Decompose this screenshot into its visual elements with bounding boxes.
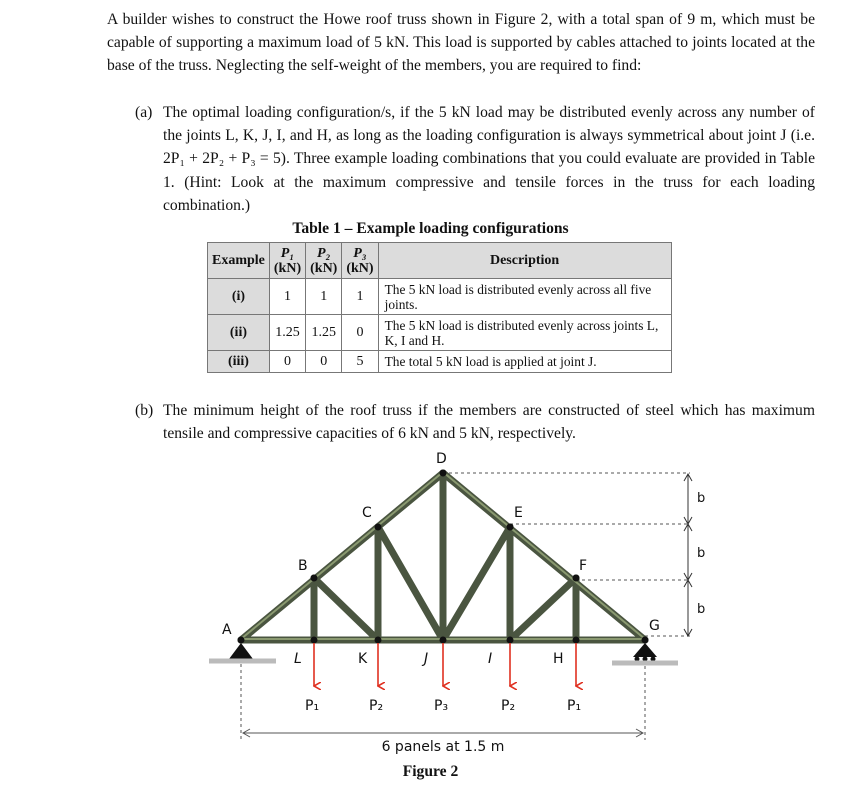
row-example: (i) — [208, 279, 270, 315]
member-BK — [314, 578, 378, 640]
member-FI — [510, 578, 576, 640]
joint-E — [507, 524, 514, 531]
height-label-top: b — [697, 491, 706, 506]
row-description: The total 5 kN load is applied at joint J. — [378, 351, 671, 373]
joint-L — [311, 637, 318, 644]
span-label: 6 panels at 1.5 m — [381, 739, 505, 755]
header-p2: P₂ (kN) — [306, 243, 342, 279]
header-p3: P₃ (kN) — [342, 243, 378, 279]
member-EJ — [443, 527, 510, 640]
joint-K — [375, 637, 382, 644]
truss-members — [241, 473, 645, 640]
label-K: K — [358, 651, 368, 667]
label-J: J — [424, 651, 429, 667]
label-F: F — [579, 558, 588, 574]
table-caption: Table 1 – Example loading configurations — [292, 220, 569, 237]
header-p1: P₁ (kN) — [269, 243, 305, 279]
label-L: L — [294, 651, 302, 667]
load-label-P1-right: P₁ — [567, 698, 582, 714]
label-H: H — [553, 651, 564, 667]
label-D: D — [436, 451, 447, 467]
row-description: The 5 kN load is distributed evenly across joints L, K, I and H. — [378, 315, 671, 351]
row-p1: 1 — [269, 279, 305, 315]
row-description: The 5 kN load is distributed evenly across all five joints. — [378, 279, 671, 315]
joint-A — [238, 637, 245, 644]
row-example: (ii) — [208, 315, 270, 351]
joint-B — [311, 575, 318, 582]
label-C: C — [362, 505, 372, 521]
row-p3: 5 — [342, 351, 378, 373]
load-label-P1-left: P₁ — [305, 698, 320, 714]
joint-H — [573, 637, 580, 644]
problem-intro: A builder wishes to construct the Howe roof truss shown in Figure 2, with a total span of 9 m, which must be capable of supporting a maximum load of 5 kN. This load is supported by cables attached to joints located at the base of the truss. Neglecting the self-weight of the members, you are required to find: — [107, 11, 815, 75]
part-a-text: The optimal loading configuration/s, if the 5 kN load may be distributed evenly across any number of the joints L, K, J, I, and H, as long as the loading configuration is always symmetrical about joint J (i.e. 2P₁ + 2P₂ + P₃ = 5). Three example loading combinations that you could evaluate are provided in Table 1. (Hint: Look at the maximum compressive and tensile forces in the truss for each loading combination.) — [163, 104, 815, 214]
pin-support — [209, 643, 276, 661]
height-label-mid: b — [697, 546, 706, 561]
row-p3: 1 — [342, 279, 378, 315]
label-G: G — [649, 618, 660, 634]
joint-J — [440, 637, 447, 644]
row-p1: 1.25 — [269, 315, 305, 351]
joint-G — [642, 637, 649, 644]
joint-C — [375, 524, 382, 531]
label-A: A — [222, 622, 232, 638]
part-b-label: (b) — [135, 402, 154, 419]
row-p1: 0 — [269, 351, 305, 373]
height-label-bottom: b — [697, 602, 706, 617]
label-I: I — [488, 651, 493, 667]
joint-D — [440, 470, 447, 477]
row-p2: 1 — [306, 279, 342, 315]
part-a-label: (a) — [135, 104, 153, 121]
label-B: B — [298, 558, 308, 574]
height-dimension — [684, 474, 692, 636]
height-guides — [443, 473, 690, 636]
header-description: Description — [378, 243, 671, 279]
label-E: E — [514, 505, 523, 521]
row-p2: 0 — [306, 351, 342, 373]
joint-I — [507, 637, 514, 644]
row-p3: 0 — [342, 315, 378, 351]
part-b-text: The minimum height of the roof truss if the members are constructed of steel which has maximum tensile and compressive capacities of 6 kN and 5 kN, respectively. — [163, 402, 815, 443]
row-example: (iii) — [208, 351, 270, 373]
roller-support — [612, 643, 678, 663]
load-label-P2-left: P₂ — [369, 698, 384, 714]
load-label-P3: P₃ — [434, 698, 449, 714]
member-CJ — [378, 527, 443, 640]
header-example: Example — [208, 243, 270, 279]
joint-F — [573, 575, 580, 582]
load-label-P2-right: P₂ — [501, 698, 516, 714]
load-arrows — [314, 643, 576, 686]
row-p2: 1.25 — [306, 315, 342, 351]
figure-caption: Figure 2 — [402, 763, 459, 780]
